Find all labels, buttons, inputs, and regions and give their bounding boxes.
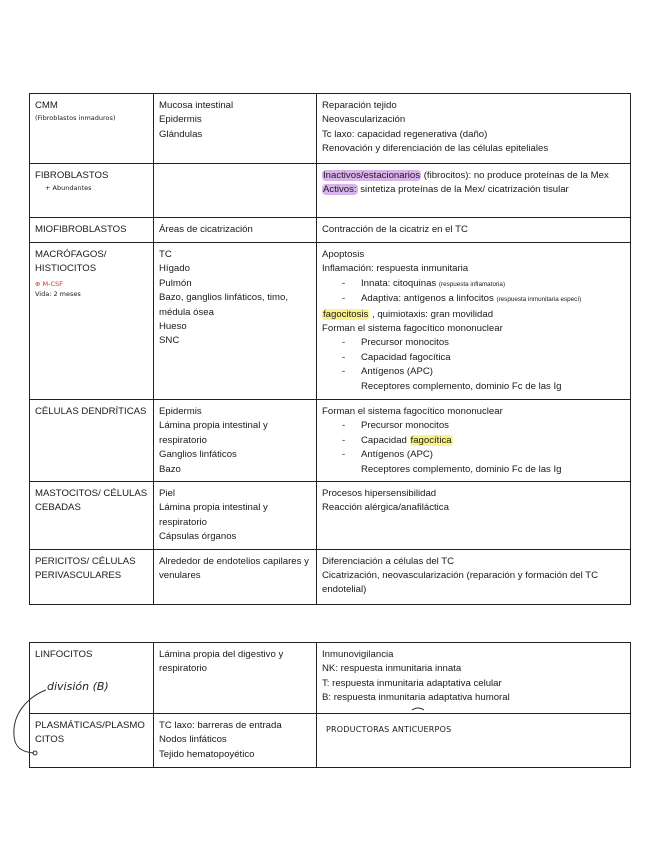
cell-name: FIBROBLASTOS + Abundantes <box>30 164 154 218</box>
handwritten-note: + Abundantes <box>45 184 92 193</box>
cell-name: MIOFIBROBLASTOS <box>30 218 154 243</box>
cell-location: TC laxo: barreras de entrada Nodos linfáticos Tejido hematopoyético <box>154 714 317 768</box>
handwritten-note-vida: Vida: 2 meses <box>35 289 81 298</box>
handwritten-note-csf: ⊕ M-CSF <box>35 279 63 288</box>
list-item: - Capacidad fagocítica <box>342 434 452 446</box>
cell-location: Lámina propia del digestivo y respiratorio <box>154 643 317 714</box>
handwritten-division-note: división (B) <box>47 680 109 693</box>
cell-function: Diferenciación a células del TC Cicatrización, neovascularización (reparación y formación del TC endotelial) <box>317 549 631 604</box>
handwritten-arrow <box>14 690 46 753</box>
cell-location: Piel Lámina propia intestinal y respiratorio Cápsulas órganos <box>154 482 317 550</box>
cell-location: TC Hígado Pulmón Bazo, ganglios linfáticos, timo, médula ósea Hueso SNC <box>154 243 317 400</box>
cell-function: Contracción de la cicatriz en el TC <box>317 218 631 243</box>
highlight-inactivos: Inactivos/estacionarios <box>323 170 421 181</box>
cell-function: Inmunovigilancia NK: respuesta inmunitaria innata T: respuesta inmunitaria adaptativa celular B: respuesta inmunitaria adaptativa humoral <box>317 643 631 714</box>
cell-function: Reparación tejido Neovascularización Tc laxo: capacidad regenerativa (daño) Renovación y diferenciación de las células epiteliales <box>317 94 631 164</box>
cell-name: MASTOCITOS/ CÉLULAS CEBADAS <box>30 482 154 550</box>
handwritten-note: (Fibroblastos inmaduros) <box>35 114 116 123</box>
cell-function: Apoptosis Inflamación: respuesta inmunitaria - Innata: citoquinas (respuesta inflamatoria) - Adaptiva: antígenos a linfocitos (respuesta inmunitaria especí) fagocitosis , quimiotaxis: gran movilidad Forman el sistema fagocítico mononuclear - Precursor monocitos - Capacidad fagocítica - Antígenos (APC) Receptores complemento, dominio Fc de las Ig <box>317 243 631 400</box>
cell-location: Alrededor de endotelios capilares y venulares <box>154 549 317 604</box>
cell-function: Procesos hipersensibilidad Reacción alérgica/anafiláctica <box>317 482 631 550</box>
list-item: - Precursor monocitos <box>342 420 449 432</box>
cell-location: Epidermis Lámina propia intestinal y respiratorio Ganglios linfáticos Bazo <box>154 400 317 482</box>
handwritten-note: PRODUCTORAS ANTICUERPOS <box>326 725 452 734</box>
list-item: - Precursor monocitos <box>342 337 449 349</box>
cell-name: PLASMÁTICAS/PLASMOCITOS <box>30 714 154 768</box>
cell-name: LINFOCITOS <box>30 643 154 714</box>
cell-function: Inactivos/estacionarios (fibrocitos): no produce proteínas de la Mex Activos: sintetiza proteínas de la Mex/ cicatrización tisular <box>317 164 631 218</box>
cell-location: Mucosa intestinal Epidermis Glándulas <box>154 94 317 164</box>
handwritten-underline <box>412 708 424 710</box>
list-item: - Capacidad fagocítica <box>342 351 451 363</box>
highlight-fagocitosis: fagocitosis <box>323 308 369 320</box>
cell-name: PERICITOS/ CÉLULAS PERIVASCULARES <box>30 549 154 604</box>
cell-name: CMM (Fibroblastos inmaduros) <box>30 94 154 164</box>
list-item: - Antígenos (APC) <box>342 449 433 461</box>
list-item: - Innata: citoquinas (respuesta inflamatoria) <box>342 277 506 289</box>
list-item: - Adaptiva: antígenos a linfocitos (respuesta inmunitaria especí) <box>342 293 582 305</box>
cell-location: Áreas de cicatrización <box>154 218 317 243</box>
cell-name: MACRÓFAGOS/ HISTIOCITOS ⊕ M-CSF Vida: 2 meses <box>30 243 154 400</box>
cell-name: CÉLULAS DENDRÍTICAS <box>30 400 154 482</box>
cell-function: Forman el sistema fagocítico mononuclear - Precursor monocitos - Capacidad fagocítica - Antígenos (APC) Receptores complemento, dominio Fc de las Ig <box>317 400 631 482</box>
highlight-activos: Activos: <box>323 184 357 196</box>
highlight-fagocitica: fagocítica <box>410 434 452 446</box>
list-item: - Antígenos (APC) <box>342 366 433 378</box>
